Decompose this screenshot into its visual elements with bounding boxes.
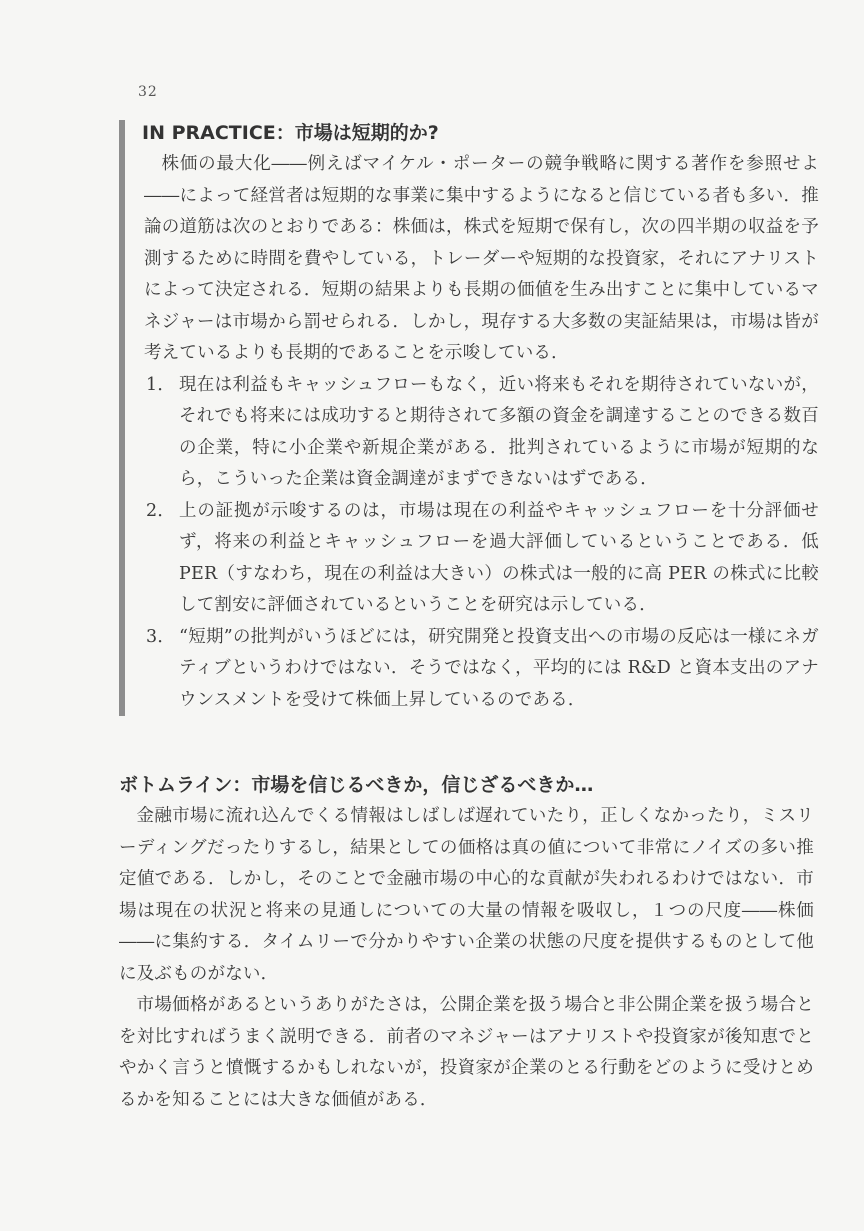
bottom-line-section (119, 772, 814, 1116)
list-item (144, 622, 819, 717)
in-practice-list (144, 370, 819, 717)
list-item-text: 上の証拠が示唆するのは，市場は現在の利益やキャッシュフローを十分評価せず，将来の利益とキャッシュフローを過大評価しているということである．低 PER（すなわち，現在の利益は大きい）の株式は一般的に高 PER の株式に比較して割安に評価されているということを研究は示している． (179, 500, 819, 615)
list-item (144, 496, 819, 622)
in-practice-intro: 株価の最大化――例えばマイケル・ポーターの競争戦略に関する著作を参照せよ――によって経営者は短期的な事業に集中するようになると信じている者も多い．推論の道筋は次のとおりである：株価は，株式を短期で保有し，次の四半期の収益を予測するために時間を費やしている，トレーダーや短期的な投資家，それにアナリストによって決定される．短期の結果よりも長期の価値を生み出すことに集中しているマネジャーは市場から罰せられる．しかし，現存する大多数の実証結果は，市場は皆が考えているよりも長期的であることを示唆している． (144, 154, 819, 363)
in-practice-title: IN PRACTICE：市場は短期的か? (142, 122, 439, 144)
in-practice-box (119, 120, 819, 716)
list-item-number: 3． (146, 626, 176, 647)
bottom-line-paragraph-2: 市場価格があるというありがたさは，公開企業を扱う場合と非公開企業を扱う場合とを対比すればうまく説明できる．前者のマネジャーはアナリストや投資家が後知恵でとやかく言うと憤慨するかもしれないが，投資家が企業のとる行動をどのように受けとめるかを知ることには大きな価値がある． (119, 995, 814, 1110)
list-item-number: 1． (146, 374, 176, 395)
bottom-line-paragraph-1: 金融市場に流れ込んでくる情報はしばしば遅れていたり，正しくなかったり，ミスリーディングだったりするし，結果としての価格は真の値について非常にノイズの多い推定値である．しかし，そのことで金融市場の中心的な貢献が失われるわけではない．市場は現在の状況と将来の見通しについての大量の情報を吸収し，１つの尺度――株価――に集約する．タイムリーで分かりやすい企業の状態の尺度を提供するものとして他に及ぶものがない． (119, 806, 814, 984)
list-item-text: 現在は利益もキャッシュフローもなく，近い将来もそれを期待されていないが，それでも将来には成功すると期待されて多額の資金を調達することのできる数百の企業，特に小企業や新規企業がある．批判されているように市場が短期的なら，こういった企業は資金調達がまずできないはずである． (179, 374, 819, 489)
bottom-line-title: ボトムライン：市場を信じるべきか，信じざるべきか… (119, 774, 594, 796)
list-item-number: 2． (146, 500, 176, 521)
list-item-text: “短期”の批判がいうほどには，研究開発と投資支出への市場の反応は一様にネガティブというわけではない．そうではなく，平均的には R&D と資本支出のアナウンスメントを受けて株価上昇しているのである． (179, 626, 819, 710)
list-item (144, 370, 819, 496)
page-number: 32 (138, 84, 158, 100)
